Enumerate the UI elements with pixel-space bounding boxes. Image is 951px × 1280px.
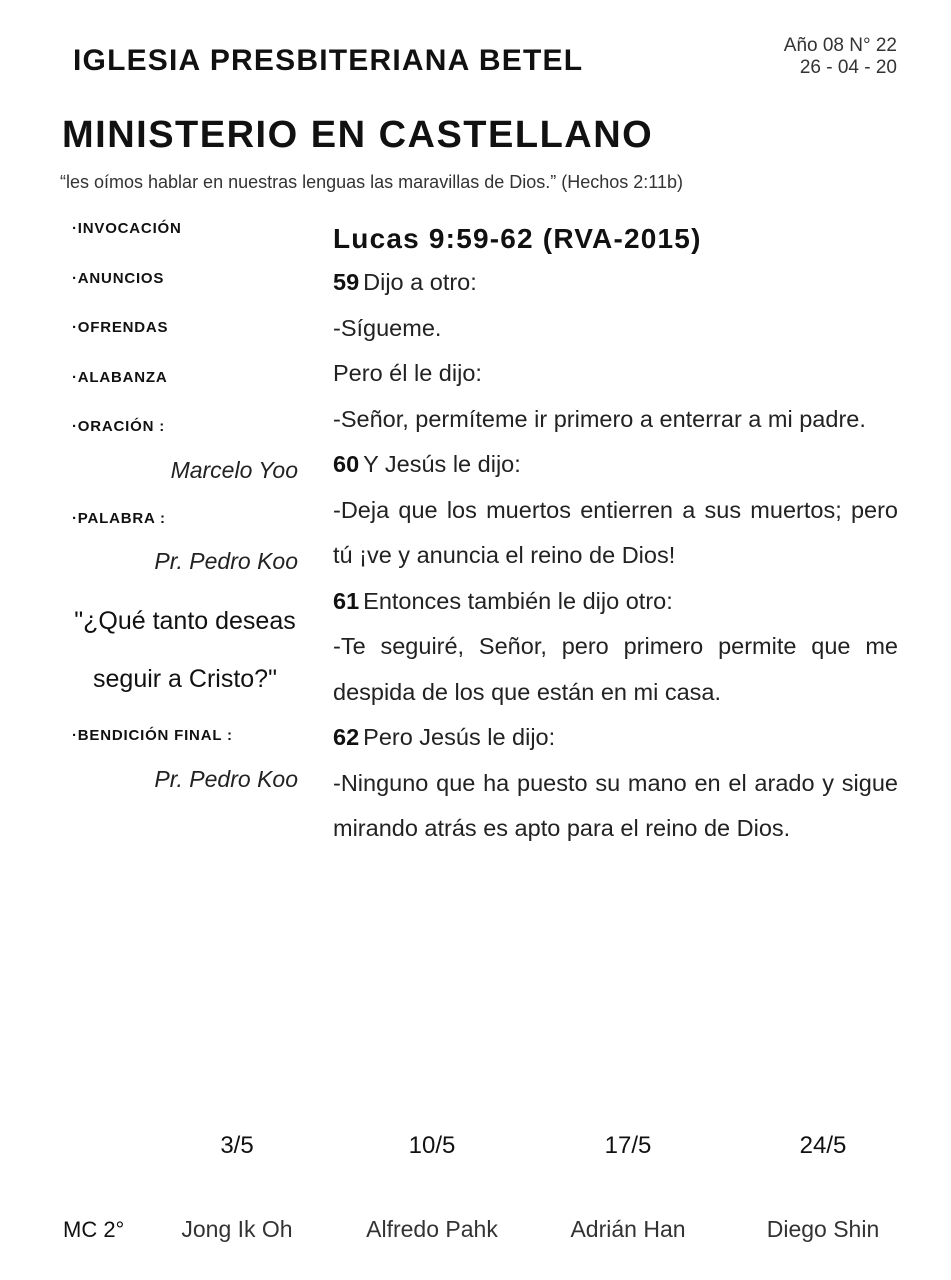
verse-line: -Señor, permíteme ir primero a enterrar a mi padre. [333,405,866,432]
verse-line: Pero él le dijo: [333,360,482,386]
verse-line [333,579,898,625]
ministry-title: MINISTERIO EN CASTELLANO [62,114,654,156]
item-oracion: ·ORACIÓN : [72,418,165,435]
item-bendicion: ·BENDICIÓN FINAL : [72,727,233,744]
verse-line: -Ninguno que ha puesto su mano en el arado y sigue mirando atrás es apto para el reino de Dios. [333,769,898,841]
verse-line: -Te seguiré, Señor, pero primero permite que me despida de los que están en mi casa. [333,633,898,705]
verse-line [333,260,898,306]
verse-number: 60 [333,451,360,477]
schedule-name: Alfredo Pahk [366,1216,498,1242]
schedule-name: Jong Ik Oh [181,1216,293,1242]
issue-number: Año 08 N° 22 [783,35,897,56]
verse-number: 59 [333,269,360,295]
church-name: IGLESIA PRESBITERIANA BETEL [73,44,584,77]
oracion-person: Marcelo Yoo [170,457,298,483]
item-palabra: ·PALABRA : [72,510,166,527]
item-invocacion: ·INVOCACIÓN [72,220,182,237]
issue-date: 26 - 04 - 20 [799,57,897,78]
verse-number: 61 [333,587,360,614]
scripture-reference: Lucas 9:59-62 (RVA-2015) [333,223,702,254]
verse-number: 62 [333,724,360,750]
schedule-date: 17/5 [604,1132,652,1159]
verse-text: Pero Jesús le dijo: [363,724,556,750]
verse-line: -Deja que los muertos entierren a sus muertos; pero tú ¡ve y anuncia el reino de Dios! [333,496,898,568]
scripture-text [333,260,898,852]
verse-text: Entonces también le dijo otro: [363,587,673,614]
schedule-label: MC 2° [63,1217,125,1242]
schedule-date: 3/5 [220,1132,254,1159]
verse-text: Y Jesús le dijo: [363,451,521,477]
schedule-date: 10/5 [408,1132,456,1159]
schedule-date: 24/5 [799,1132,847,1159]
schedule-name: Diego Shin [766,1216,880,1242]
scripture-passage [333,218,898,852]
verse-line: -Sígueme. [333,314,442,341]
header-quote: “les oímos hablar en nuestras lenguas las maravillas de Dios.” (Hechos 2:11b) [60,172,683,192]
schedule-name: Adrián Han [570,1216,686,1242]
item-alabanza: ·ALABANZA [72,369,168,386]
verse-text: Dijo a otro: [363,269,477,295]
bendicion-person: Pr. Pedro Koo [154,766,298,792]
palabra-person: Pr. Pedro Koo [154,548,298,574]
item-anuncios: ·ANUNCIOS [72,270,165,287]
verse-line [333,442,898,488]
issue-info [784,35,897,79]
sermon-title: "¿Qué tanto deseas seguir a Cristo?" [74,607,296,693]
item-ofrendas: ·OFRENDAS [72,319,169,336]
verse-line [333,715,898,761]
